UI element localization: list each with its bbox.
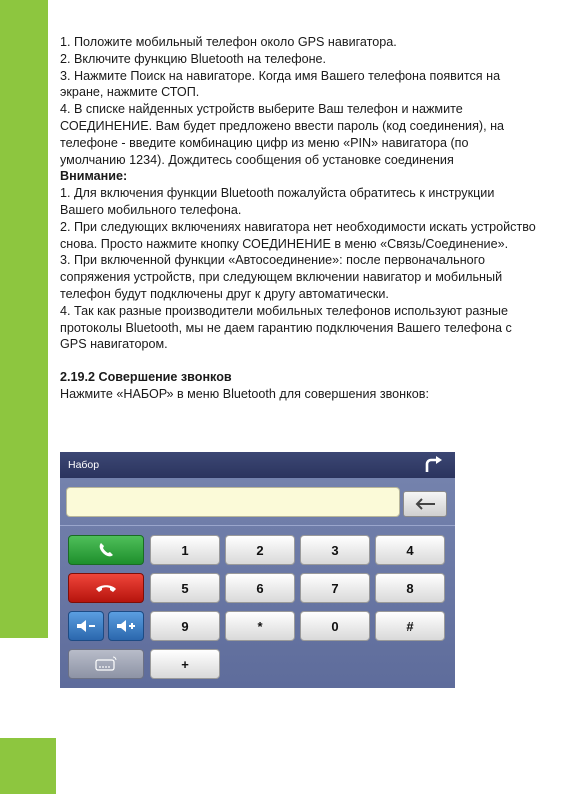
number-input[interactable]: [66, 487, 400, 517]
key-hash[interactable]: #: [375, 611, 445, 641]
key-3[interactable]: 3: [300, 535, 370, 565]
volume-down-button[interactable]: [68, 611, 104, 641]
section-intro: Нажмите «НАБОР» в меню Bluetooth для совершения звонков:: [60, 386, 429, 401]
attention-4: 4. Так как разные производители мобильных телефонов используют разные протоколы Bluetooth, мы не даем гарантию подключения Вашего телефона с GPS навигатором.: [60, 303, 512, 352]
keypad-toggle-button[interactable]: [68, 649, 144, 679]
spacer: [60, 353, 536, 369]
attention-2: 2. При следующих включениях навигатора нет необходимости искать устройство снова. Просто нажмите кнопку СОЕДИНЕНИЕ в меню «Связь/Соединение».: [60, 219, 536, 251]
hangup-button[interactable]: [68, 573, 144, 603]
dial-body: [60, 478, 455, 688]
phone-call-icon: [97, 541, 115, 559]
dial-title: Набор: [68, 459, 100, 471]
instruction-4: 4. В списке найденных устройств выберите Ваш телефон и нажмите СОЕДИНЕНИЕ. Вам будет предложено ввести пароль (код соединения), на телефоне - введите комбинацию цифр из меню «PIN» навигатора (по умолчанию 1234). Дождитесь сообщения об установке соединения: [60, 102, 505, 167]
key-8[interactable]: 8: [375, 573, 445, 603]
instruction-1: 1. Положите мобильный телефон около GPS навигатора.: [60, 35, 397, 49]
key-star[interactable]: *: [225, 611, 295, 641]
key-5[interactable]: 5: [150, 573, 220, 603]
backspace-button[interactable]: [403, 491, 447, 517]
dial-header: [60, 452, 455, 478]
key-plus[interactable]: +: [150, 649, 220, 679]
key-1[interactable]: 1: [150, 535, 220, 565]
attention-1: 1. Для включения функции Bluetooth пожалуйста обратитесь к инструкции Вашего мобильного телефона.: [60, 186, 495, 217]
volume-down-icon: [75, 619, 97, 633]
green-corner-block: [0, 738, 56, 794]
key-4[interactable]: 4: [375, 535, 445, 565]
volume-up-icon: [115, 619, 137, 633]
volume-up-button[interactable]: [108, 611, 144, 641]
instruction-2: 2. Включите функцию Bluetooth на телефоне.: [60, 51, 327, 66]
dial-screen: [60, 452, 455, 688]
divider: [60, 525, 455, 526]
section-title: 2.19.2 Совершение звонков: [60, 370, 232, 385]
backspace-arrow-icon: [414, 497, 436, 511]
attention-heading: Внимание:: [60, 169, 128, 184]
attention-3: 3. При включенной функции «Автосоединение»: после первоначального сопряжения устройств, при следующем включении навигатор и мобильный телефон будут подключены друг к другу автоматически.: [60, 253, 503, 301]
key-6[interactable]: 6: [225, 573, 295, 603]
green-side-bar: [0, 0, 48, 638]
key-0[interactable]: 0: [300, 611, 370, 641]
key-9[interactable]: 9: [150, 611, 220, 641]
instruction-3: 3. Нажмите Поиск на навигаторе. Когда имя Вашего телефона появится на экране, нажмите СТОП.: [60, 68, 501, 100]
key-2[interactable]: 2: [225, 535, 295, 565]
phone-hangup-icon: [94, 581, 118, 595]
page-content: [60, 34, 536, 403]
key-7[interactable]: 7: [300, 573, 370, 603]
keypad-icon: [94, 656, 118, 672]
call-button[interactable]: [68, 535, 144, 565]
return-arrow-icon[interactable]: [423, 455, 443, 475]
